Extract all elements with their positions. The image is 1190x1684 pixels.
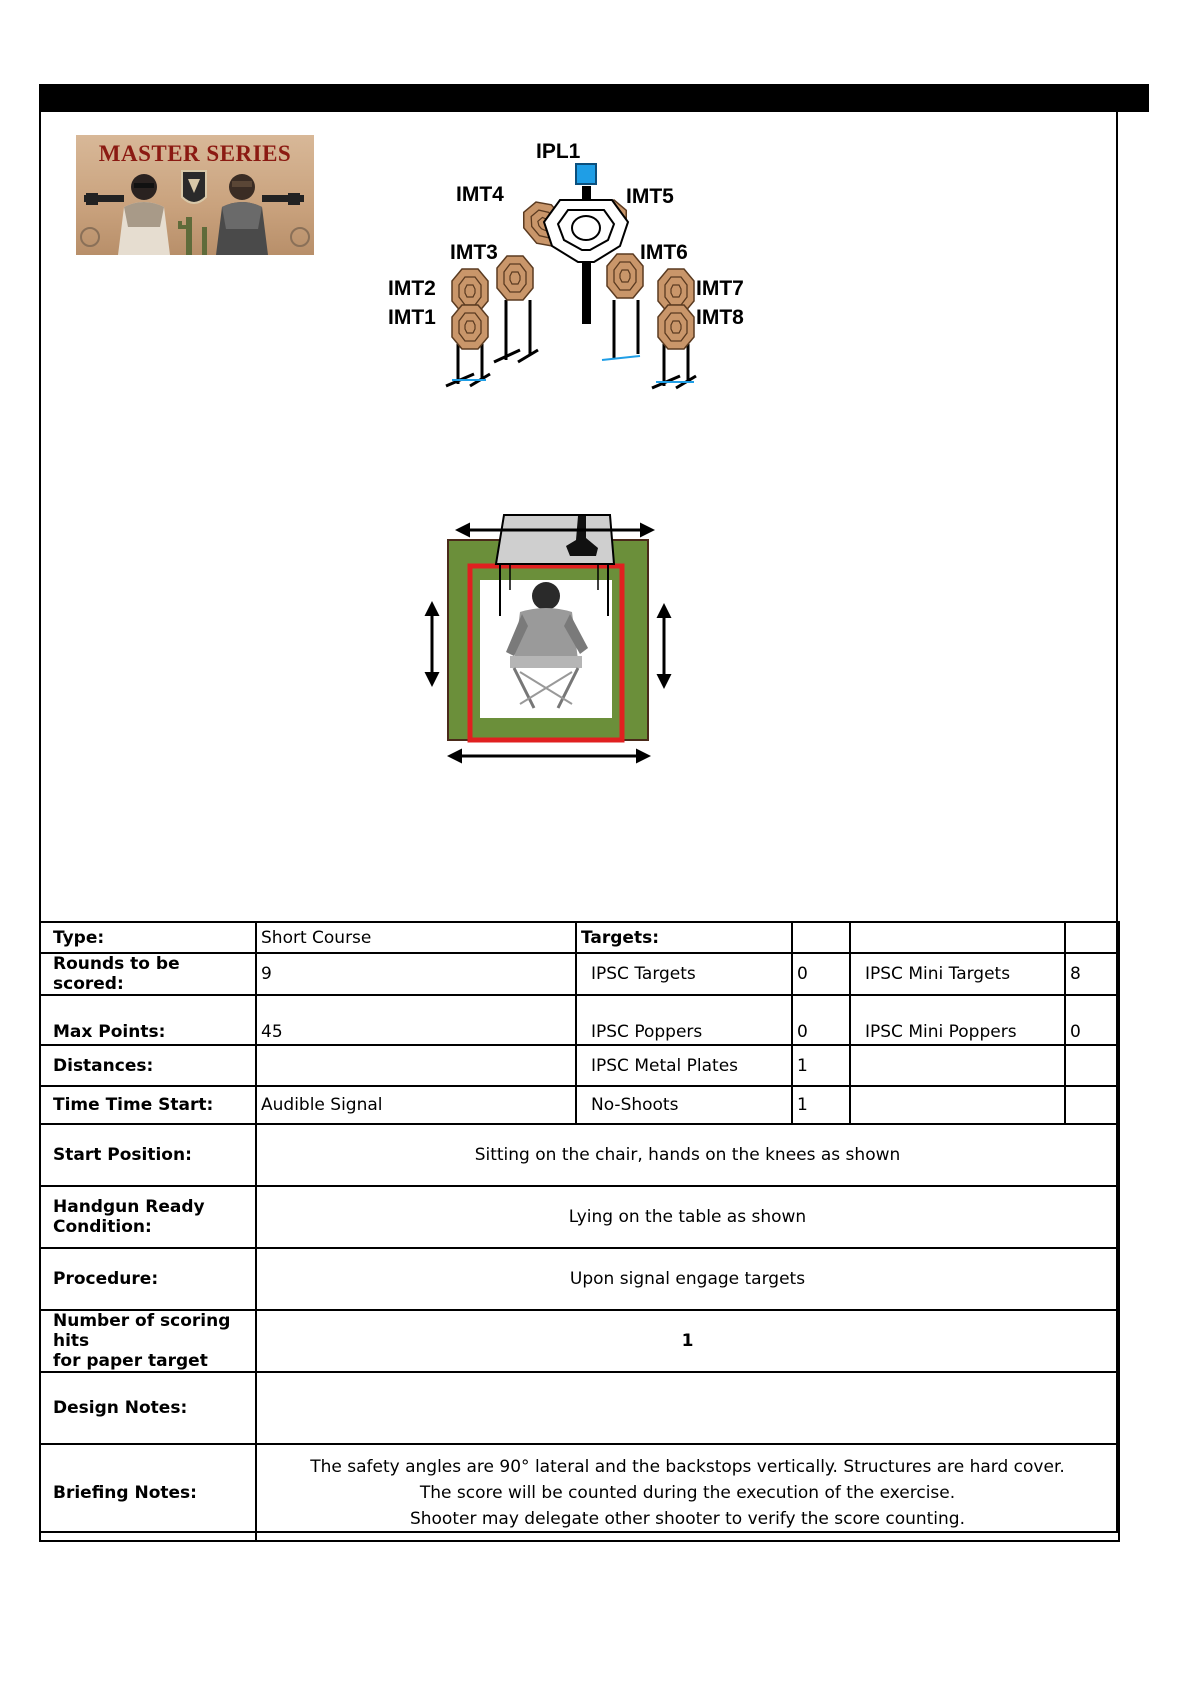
briefing-note-line: The safety angles are 90° lateral and the backstops vertically. Structures are hard cover.	[310, 1456, 1065, 1477]
logo-text: MASTER SERIES	[98, 141, 292, 166]
label-imt8: IMT8	[696, 306, 744, 329]
center-target	[544, 200, 628, 262]
ipsc-mini-targets-value: 8	[1065, 953, 1119, 995]
label-imt7: IMT7	[696, 277, 744, 300]
start-position-label: Start Position:	[40, 1124, 256, 1186]
label-imt6: IMT6	[640, 241, 688, 264]
scoring-hits-label-line2: for paper target	[53, 1351, 208, 1371]
row-procedure	[40, 1248, 1119, 1310]
target-imt7-imt8	[652, 269, 696, 388]
row-briefing-notes	[40, 1444, 1119, 1541]
briefing-notes-value	[256, 1444, 1119, 1541]
handgun-ready-value: Lying on the table as shown	[256, 1186, 1119, 1248]
rounds-value: 9	[256, 953, 576, 995]
row-handgun-ready	[40, 1186, 1119, 1248]
start-position-value: Sitting on the chair, hands on the knees as shown	[256, 1124, 1119, 1186]
distances-value	[256, 1045, 576, 1086]
no-shoots-label: No-Shoots	[576, 1086, 792, 1124]
procedure-label: Procedure:	[40, 1248, 256, 1310]
row-scoring-hits	[40, 1310, 1119, 1372]
targets-label: Targets:	[576, 922, 792, 953]
time-start-value: Audible Signal	[256, 1086, 576, 1124]
rounds-label: Rounds to be scored:	[40, 953, 256, 995]
scoring-hits-value: 1	[256, 1310, 1119, 1372]
target-imt6	[602, 254, 643, 360]
scoring-hits-label-line1: Number of scoring hits	[53, 1311, 231, 1351]
design-notes-label: Design Notes:	[40, 1372, 256, 1444]
ipsc-mini-targets-label: IPSC Mini Targets	[850, 953, 1065, 995]
ipsc-poppers-label: IPSC Poppers	[576, 995, 792, 1045]
row-time-start	[40, 1086, 1119, 1124]
time-start-label: Time Time Start:	[40, 1086, 256, 1124]
briefing-notes-label: Briefing Notes:	[40, 1444, 256, 1541]
max-points-value: 45	[256, 995, 576, 1045]
ipsc-mini-poppers-label: IPSC Mini Poppers	[850, 995, 1065, 1045]
stage-info-table	[39, 921, 1120, 1542]
max-points-label: Max Points:	[40, 995, 256, 1045]
row-distances	[40, 1045, 1119, 1086]
ipsc-mini-poppers-value: 0	[1065, 995, 1119, 1045]
handgun-ready-label-line2: Condition:	[53, 1217, 152, 1237]
row-max-points	[40, 995, 1119, 1045]
label-imt1: IMT1	[388, 306, 436, 329]
no-shoots-value: 1	[792, 1086, 850, 1124]
row-type	[40, 922, 1119, 953]
label-imt4: IMT4	[456, 183, 504, 206]
label-ipl1: IPL1	[536, 140, 581, 163]
briefing-note-line: Shooter may delegate other shooter to verify the score counting.	[409, 1508, 966, 1529]
ipsc-targets-value: 0	[792, 953, 850, 995]
label-imt3: IMT3	[450, 241, 498, 264]
target-imt1-imt2	[446, 269, 490, 386]
briefing-note-line: The score will be counted during the execution of the exercise.	[419, 1482, 956, 1503]
distances-label: Distances:	[40, 1045, 256, 1086]
target-imt3	[494, 256, 538, 362]
row-start-position	[40, 1124, 1119, 1186]
row-design-notes	[40, 1372, 1119, 1444]
handgun-ready-label-line1: Handgun Ready	[53, 1197, 205, 1217]
ipsc-poppers-value: 0	[792, 995, 850, 1045]
type-value: Short Course	[256, 922, 576, 953]
ipsc-metal-plates-label: IPSC Metal Plates	[576, 1045, 792, 1086]
ipsc-metal-plates-value: 1	[792, 1045, 850, 1086]
scoring-hits-label	[40, 1310, 256, 1372]
design-notes-value	[256, 1372, 1119, 1444]
handgun-ready-label	[40, 1186, 256, 1248]
label-imt5: IMT5	[626, 185, 674, 208]
ipsc-targets-label: IPSC Targets	[576, 953, 792, 995]
procedure-value: Upon signal engage targets	[256, 1248, 1119, 1310]
type-label: Type:	[40, 922, 256, 953]
stage-diagram	[0, 0, 1190, 800]
label-imt2: IMT2	[388, 277, 436, 300]
row-rounds	[40, 953, 1119, 995]
